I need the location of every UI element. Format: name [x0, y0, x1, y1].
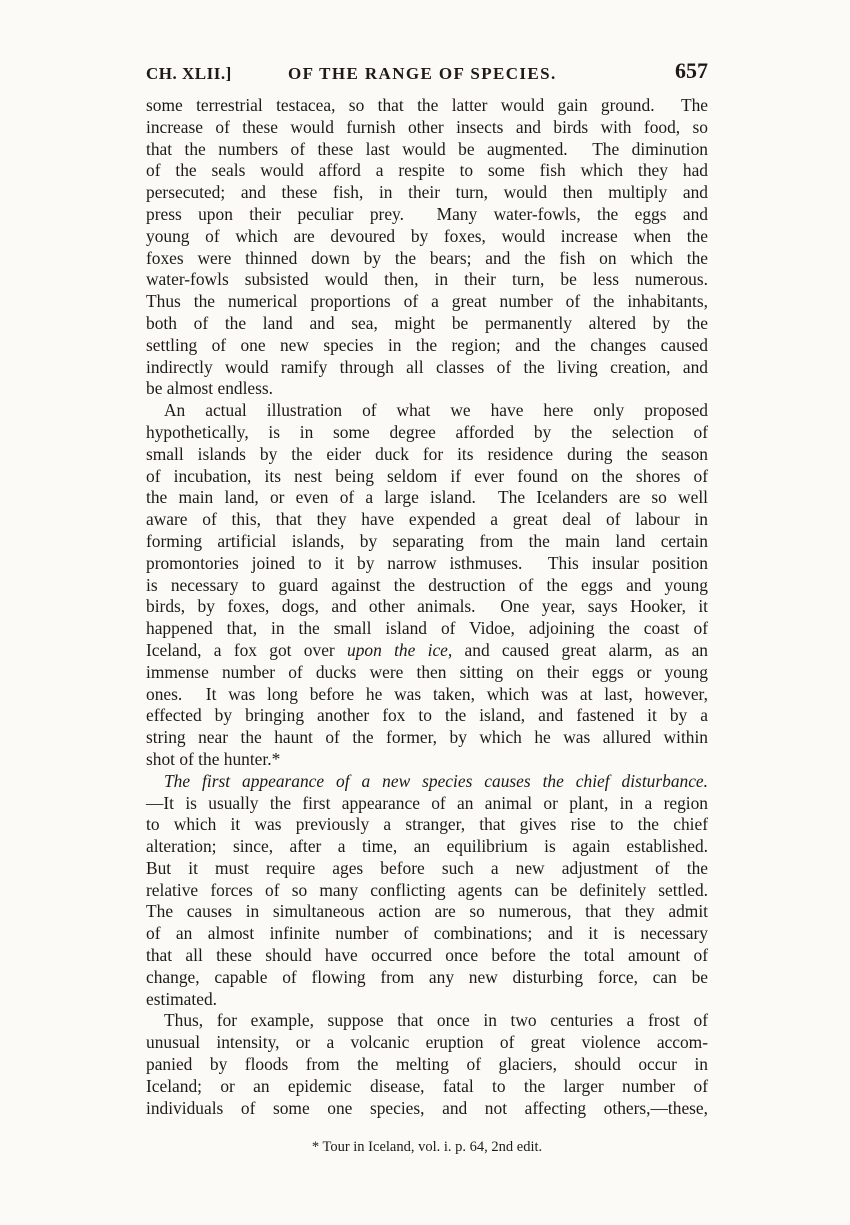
- line-text: foxes were thinned down by the bears; and the fish on which the: [146, 247, 708, 268]
- line-text: forming artificial islands, by separating from the main land certain: [146, 530, 708, 551]
- text-line: [146, 1032, 708, 1054]
- line-text: of the seals would afford a respite to some fish which they had: [146, 160, 708, 181]
- line-text: relative forces of so many conflicting agents can be definitely settled.: [146, 879, 708, 900]
- line-text: immense number of ducks were then sitting on their eggs or young: [146, 661, 708, 682]
- text-line: [146, 226, 708, 248]
- line-text: indirectly would ramify through all classes of the living creation, and: [146, 356, 708, 377]
- running-title: OF THE RANGE OF SPECIES.: [288, 64, 557, 83]
- text-line: [146, 248, 708, 270]
- line-text: aware of this, that they have expended a great deal of labour in: [146, 509, 708, 530]
- italic-text: The first appearance of a new species causes the chief disturbance.: [164, 770, 708, 791]
- line-text: that all these should have occurred once before the total amount of: [146, 945, 708, 966]
- chapter-label: CH. XLII.]: [146, 64, 232, 83]
- text-line: [146, 269, 708, 291]
- line-text: persecuted; and these fish, in their turn, would then multiply and: [146, 182, 708, 203]
- line-text: Thus the numerical proportions of a great number of the inhabitants,: [146, 291, 708, 312]
- text-line: [146, 836, 708, 858]
- text-line: [146, 182, 708, 204]
- line-text: the main land, or even of a large island. The Icelanders are so well: [146, 487, 708, 508]
- text-line: [146, 509, 708, 531]
- text-line: [146, 117, 708, 139]
- line-text: The causes in simultaneous action are so numerous, that they admit: [146, 901, 708, 922]
- text-line: [146, 814, 708, 836]
- text-line: [146, 357, 708, 379]
- text-line: [146, 901, 708, 923]
- text-line: [146, 945, 708, 967]
- line-text: some terrestrial testacea, so that the latter would gain ground. The: [146, 95, 708, 115]
- text-line: [146, 771, 708, 793]
- text-line: [146, 95, 708, 117]
- text-line: [146, 989, 708, 1011]
- body-text: [146, 95, 708, 1119]
- line-text: An actual illustration of what we have here only proposed: [164, 400, 708, 421]
- text-line: [146, 531, 708, 553]
- text-line: [146, 749, 708, 771]
- text-line: [146, 1076, 708, 1098]
- line-text: birds, by foxes, dogs, and other animals. One year, says Hooker, it: [146, 596, 708, 617]
- text-line: [146, 553, 708, 575]
- line-text: of incubation, its nest being seldom if ever found on the shores of: [146, 465, 708, 486]
- text-line: [146, 335, 708, 357]
- text-line: [146, 684, 708, 706]
- text-line: [146, 596, 708, 618]
- text-line: [146, 880, 708, 902]
- text-line: [146, 291, 708, 313]
- line-text: that the numbers of these last would be augmented. The diminution: [146, 138, 708, 159]
- line-text: is necessary to guard against the destruction of the eggs and young: [146, 574, 708, 595]
- line-text: unusual intensity, or a volcanic eruption of great violence accom-: [146, 1032, 708, 1053]
- text-line: [146, 160, 708, 182]
- line-text: press upon their peculiar prey. Many water-fowls, the eggs and: [146, 203, 708, 224]
- text-line: [146, 313, 708, 335]
- line-text: promontories joined to it by narrow isthmuses. This insular position: [146, 552, 708, 573]
- text-line: [146, 967, 708, 989]
- line-text: But it must require ages before such a new adjustment of the: [146, 857, 708, 878]
- text-line: [146, 400, 708, 422]
- line-text: estimated.: [146, 988, 217, 1009]
- line-text: —It is usually the first appearance of an animal or plant, in a region: [146, 792, 708, 813]
- text-line: [146, 422, 708, 444]
- line-text: and caused great alarm, as an: [452, 639, 708, 660]
- line-text: increase of these would furnish other insects and birds with food, so: [146, 116, 708, 137]
- text-line: [146, 575, 708, 597]
- text-line: [146, 204, 708, 226]
- line-text: change, capable of flowing from any new disturbing force, can be: [146, 966, 708, 987]
- text-line: [146, 1010, 708, 1032]
- line-text: effected by bringing another fox to the island, and fastened it by a: [146, 705, 708, 726]
- text-line: [146, 618, 708, 640]
- text-line: [146, 1098, 708, 1120]
- line-text: individuals of some one species, and not affecting others,—these,: [146, 1097, 708, 1118]
- line-text: of an almost infinite number of combinations; and it is necessary: [146, 923, 708, 944]
- footnote: * Tour in Iceland, vol. i. p. 64, 2nd edit.: [311, 1139, 543, 1155]
- line-text: hypothetically, is in some degree afforded by the selection of: [146, 421, 708, 442]
- text-line: [146, 487, 708, 509]
- text-line: [146, 705, 708, 727]
- line-text: be almost endless.: [146, 378, 274, 399]
- line-text: Iceland, a fox got over: [146, 639, 347, 660]
- text-line: [146, 466, 708, 488]
- italic-text: upon the ice,: [347, 639, 453, 660]
- line-text: small islands by the eider duck for its residence during the season: [146, 443, 708, 464]
- text-line: [146, 640, 708, 662]
- line-text: shot of the hunter.*: [146, 748, 281, 769]
- line-text: settling of one new species in the region; and the changes caused: [146, 334, 708, 355]
- line-text: Iceland; or an epidemic disease, fatal to the larger number of: [146, 1075, 708, 1096]
- line-text: string near the haunt of the former, by which he was allured within: [146, 727, 708, 748]
- text-line: [146, 662, 708, 684]
- line-text: young of which are devoured by foxes, would increase when the: [146, 225, 708, 246]
- line-text: Thus, for example, suppose that once in two centuries a frost of: [164, 1010, 708, 1031]
- line-text: to which it was previously a stranger, that gives rise to the chief: [146, 814, 708, 835]
- line-text: happened that, in the small island of Vidoe, adjoining the coast of: [146, 618, 708, 639]
- page-number: 657: [675, 58, 708, 83]
- line-text: water-fowls subsisted would then, in their turn, be less numerous.: [146, 269, 708, 290]
- text-line: [146, 139, 708, 161]
- text-line: [146, 793, 708, 815]
- text-line: [146, 378, 708, 400]
- line-text: both of the land and sea, might be permanently altered by the: [146, 312, 708, 333]
- line-text: alteration; since, after a time, an equilibrium is again established.: [146, 836, 708, 857]
- running-header: [146, 58, 708, 88]
- text-line: [146, 858, 708, 880]
- text-line: [146, 727, 708, 749]
- line-text: ones. It was long before he was taken, which was at last, however,: [146, 683, 708, 704]
- line-text: panied by floods from the melting of glaciers, should occur in: [146, 1054, 708, 1075]
- text-line: [146, 1054, 708, 1076]
- text-line: [146, 444, 708, 466]
- text-line: [146, 923, 708, 945]
